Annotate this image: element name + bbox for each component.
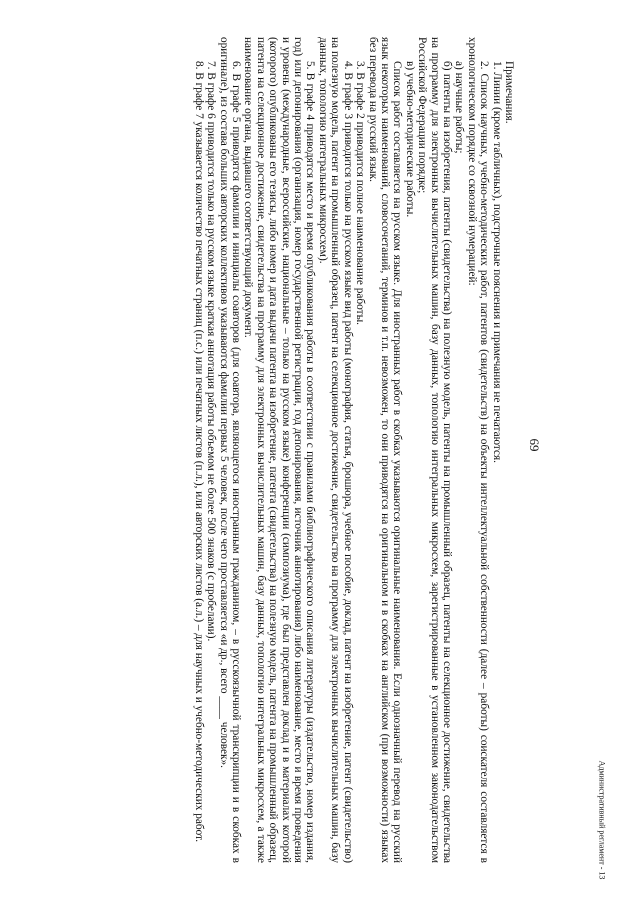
note-paragraph: в) учебно-методические работы. bbox=[403, 61, 416, 218]
note-paragraph: 1. Линии (кроме табличных), подстрочные пояснения и примечания не печатаются. bbox=[490, 61, 503, 463]
notes-title: Примечания. bbox=[503, 61, 515, 124]
note-paragraph: 3. В графе 2 приводится полное наименование работы. bbox=[354, 61, 367, 326]
note-paragraph: 7. В графе 6 приводится только на русском языке краткая аннотация работы объемом не более 500 знаков (с пробелами). bbox=[205, 61, 218, 642]
footer-text: Административный регламент - 13 bbox=[597, 760, 607, 880]
note-paragraph: б) патенты на изобретения, патенты (свидетельства) на полезную модель, патенты на промышленный образец, патенты на селекционное достижение, свидетельства на программу для электронных вычислительных машин, базу данных, топологию интегральных микросхем, зарегистрированные в установленном законодательством Российской Федерации порядке; bbox=[416, 37, 453, 863]
note-paragraph: 4. В графе 3 приводится только на русском языке вид работы (монография, статья, брошюра, учебное пособие, доклад, патент на изобретение, патент (свидетельство) на полезную модель, патент на промышленный образец, патент на селекционное достижение, свидетельство на программу для электронных вычислительных машин, базу данных, топологию интегральных микросхем). bbox=[316, 37, 354, 863]
page-number: 69 bbox=[527, 438, 542, 452]
note-paragraph: 8. В графе 7 указывается количество печатных страниц (п.с.) или печатных листов (п.л.), или авторских листов (а.л.) – для научных и учебно-методических работ. bbox=[192, 61, 205, 843]
note-paragraph: 5. В графе 4 приводятся место и время опубликования работы в соответствии с правилами библиографического описания литературы (издательство, номер издания, год) или депонирования (организация, номер государственной регистрации, год депонирования, источник аннотирования) либо наименование, место и время проведения и уровень (международные, всероссийские, национальные – только на русском языке) конференции (симпозиума), где был представлен доклад и в материалах которой (которого) опубликованы его тезисы, либо номер и дата выдачи патента на изобретение, патента (свидетельства) на полезную модель, патента на промышленный образец, патента на селекционное достижение, свидетельства на программу для электронных вычислительных машин, базу данных, топологию интегральных микросхем, а также наименование органа, выдавшего соответствующий документ. bbox=[242, 37, 317, 863]
note-paragraph: а) научные работы; bbox=[453, 61, 466, 154]
note-paragraph: 6. В графе 5 приводятся фамилии и инициалы соавторов (для соавтора, являющегося иностранным гражданином, – в русскоязычной транскрипции и в скобках в оригинале), из состава больших авторских коллективов указываются фамилии первых 5 человек, после чего проставляется «и др., всего ____ человек». bbox=[217, 37, 243, 863]
note-paragraph: 2. Список научных, учебно-методических работ, патентов (свидетельств) на объекты интеллектуальной собственности (далее – работы) соискателя составляется в хронологическом порядке со сквозной нумерацией: bbox=[465, 37, 491, 863]
note-paragraph: Список работ составляется на русском языке. Для иностранных работ в скобках указываются оригинальные наименования. Если однозначный перевод на русский язык некоторых наименований, словосочетаний, терминов и т.п. невозможен, то они приводятся на оригинальном и в скобках на английском (при возможности) языках без перевода на русский язык. bbox=[366, 37, 404, 863]
notes-text-block bbox=[45, 37, 515, 863]
